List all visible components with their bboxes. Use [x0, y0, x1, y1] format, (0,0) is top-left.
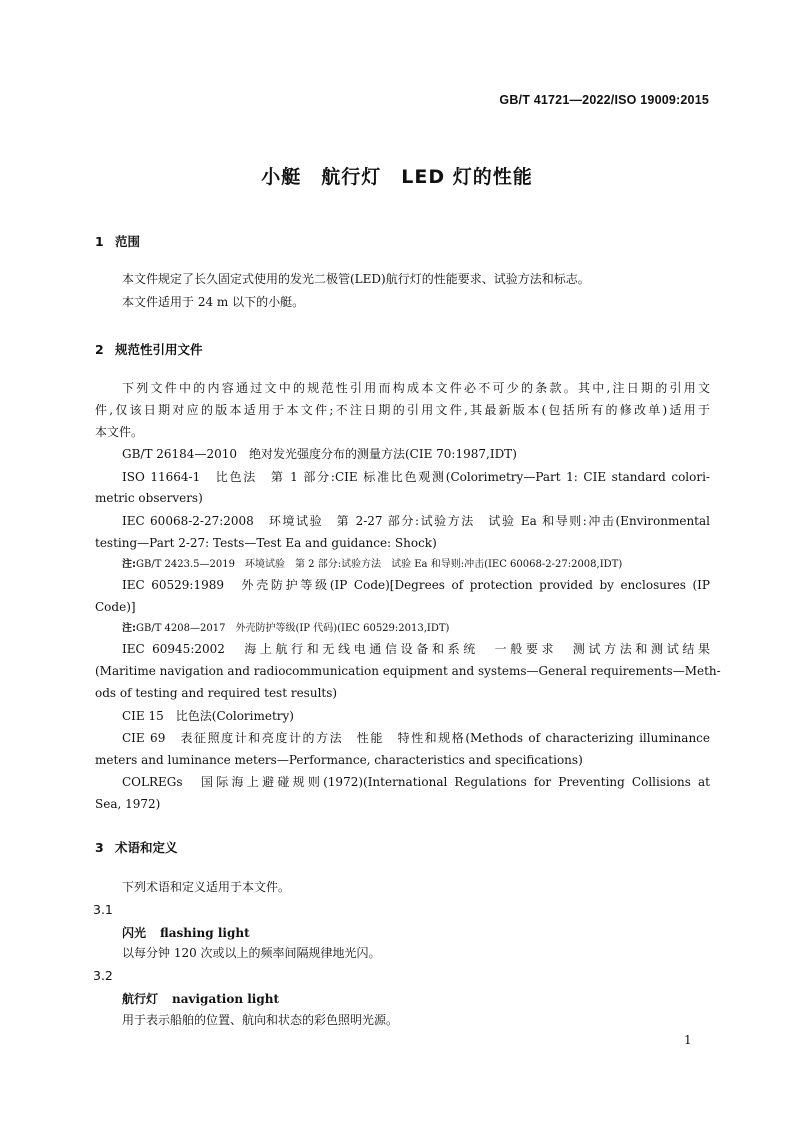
section-number: 2 — [95, 342, 104, 357]
section-1-heading — [95, 232, 140, 250]
term-zh: 闪光 — [122, 926, 147, 940]
note-text: GB/T 4208—2017 外壳防护等级(IP 代码)(IEC 60529:2013,IDT) — [136, 623, 450, 634]
reference-item-cont: meters and luminance meters—Performance, characteristics and specifications) — [95, 753, 583, 767]
paragraph: 本文件适用于 24 m 以下的小艇。 — [122, 295, 305, 309]
reference-item: IEC 60068-2-27:2008 环境试验 第 2-27 部分:试验方法 试验 Ea 和导则:冲击(Environmental — [122, 514, 710, 528]
section-3-heading — [95, 838, 178, 856]
paragraph-line: 本文件。 — [95, 425, 144, 439]
section-2-heading — [95, 340, 203, 358]
standard-code: GB/T 41721—2022/ISO 19009:2015 — [499, 93, 709, 107]
paragraph-line: 下列文件中的内容通过文中的规范性引用而构成本文件必不可少的条款。其中,注日期的引用文 — [122, 381, 710, 395]
reference-note — [95, 621, 710, 637]
section-number: 1 — [95, 234, 104, 249]
term-number: 3.2 — [93, 968, 113, 983]
term-definition: 用于表示船舶的位置、航向和状态的彩色照明光源。 — [122, 1013, 399, 1027]
term-en: navigation light — [172, 992, 279, 1006]
reference-item-cont: Sea, 1972) — [95, 797, 161, 811]
reference-item: CIE 15 比色法(Colorimetry) — [122, 709, 294, 723]
paragraph-line: 件,仅该日期对应的版本适用于本文件;不注日期的引用文件,其最新版本(包括所有的修改单)适用于 — [95, 403, 710, 417]
reference-item-cont: metric observers) — [95, 491, 203, 505]
paragraph: 下列术语和定义适用于本文件。 — [122, 880, 291, 894]
term-definition: 以每分钟 120 次或以上的频率间隔规律地光闪。 — [122, 946, 381, 960]
paragraph: 本文件规定了长久固定式使用的发光二极管(LED)航行灯的性能要求、试验方法和标志。 — [122, 272, 590, 286]
reference-item-cont: testing—Part 2-27: Tests—Test Ea and guidance: Shock) — [95, 536, 437, 550]
section-title: 范围 — [115, 234, 141, 249]
section-title: 规范性引用文件 — [115, 342, 203, 357]
page-number: 1 — [684, 1033, 692, 1047]
section-number: 3 — [95, 840, 104, 855]
reference-item-cont: ods of testing and required test results) — [95, 686, 338, 700]
term-entry — [122, 924, 250, 941]
note-text: GB/T 2423.5—2019 环境试验 第 2 部分:试验方法 试验 Ea 和导则:冲击(IEC 60068-2-27:2008,IDT) — [136, 559, 623, 570]
reference-item: GB/T 26184—2010 绝对发光强度分布的测量方法(CIE 70:1987,IDT) — [122, 447, 517, 461]
term-zh: 航行灯 — [122, 992, 159, 1006]
reference-item: CIE 69 表征照度计和亮度计的方法 性能 特性和规格(Methods of characterizing illuminance — [122, 731, 710, 745]
reference-item: IEC 60945:2002 海上航行和无线电通信设备和系统 一般要求 测试方法和测试结果 — [122, 642, 710, 656]
section-title: 术语和定义 — [115, 840, 178, 855]
reference-item-cont: Code)] — [95, 600, 136, 614]
note-label: 注: — [122, 559, 136, 570]
term-entry — [122, 990, 279, 1007]
reference-item: IEC 60529:1989 外壳防护等级(IP Code)[Degrees of protection provided by enclosures (IP — [122, 578, 710, 592]
note-label: 注: — [122, 623, 136, 634]
reference-item: ISO 11664-1 比色法 第 1 部分:CIE 标准比色观测(Colorimetry—Part 1: CIE standard colori- — [122, 470, 710, 484]
reference-note — [95, 557, 710, 573]
term-en: flashing light — [160, 926, 250, 940]
reference-item-cont: (Maritime navigation and radiocommunication equipment and systems—General requirements—Meth- — [95, 664, 721, 678]
term-number: 3.1 — [93, 902, 113, 917]
reference-item: COLREGs 国际海上避碰规则(1972)(International Regulations for Preventing Collisions at — [122, 775, 710, 789]
document-title: 小艇 航行灯 LED 灯的性能 — [261, 166, 533, 188]
